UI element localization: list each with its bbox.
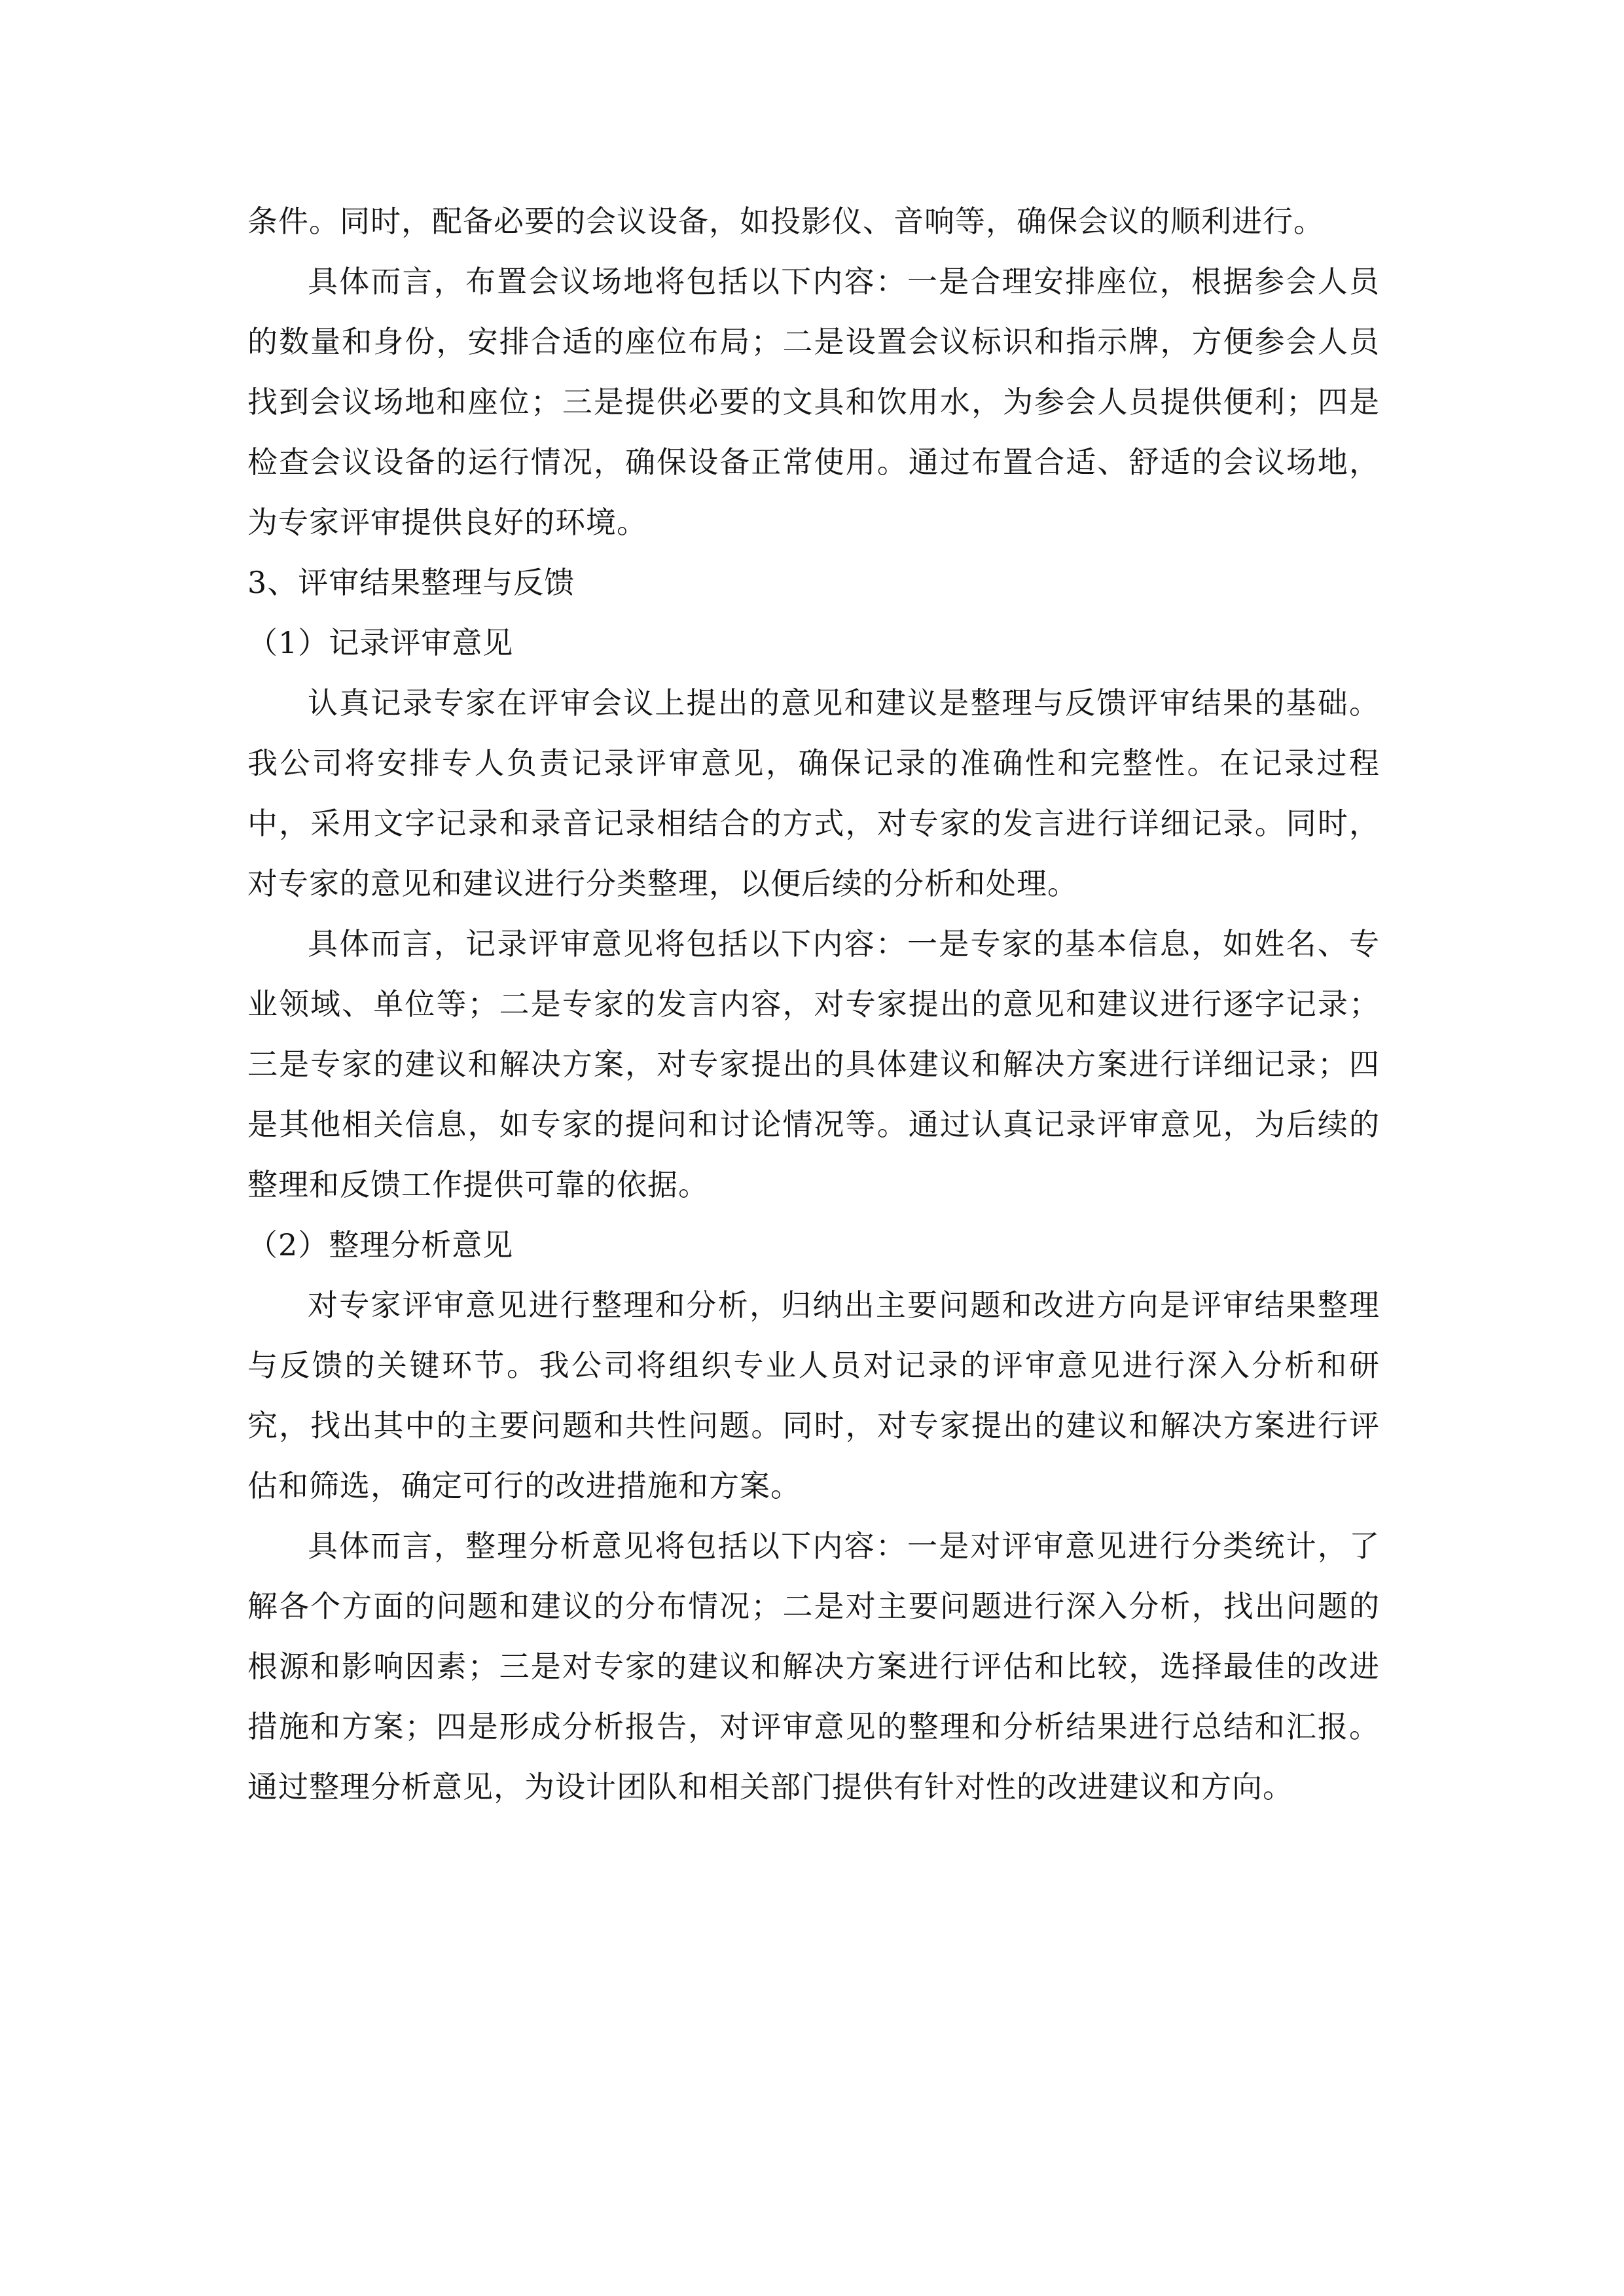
paragraph-record-intro: 认真记录专家在评审会议上提出的意见和建议是整理与反馈评审结果的基础。我公司将安排专人负责记录评审意见，确保记录的准确性和完整性。在记录过程中，采用文字记录和录音记录相结合的方式，对专家的发言进行详细记录。同时，对专家的意见和建议进行分类整理，以便后续的分析和处理。 — [247, 685, 1380, 901]
paragraph-record-details: 具体而言，记录评审意见将包括以下内容：一是专家的基本信息，如姓名、专业领域、单位等；二是专家的发言内容，对专家提出的意见和建议进行逐字记录；三是专家的建议和解决方案，对专家提出的具体建议和解决方案进行详细记录；四是其他相关信息，如专家的提问和讨论情况等。通过认真记录评审意见，为后续的整理和反馈工作提供可靠的依据。 — [247, 926, 1380, 1202]
subheading-analyze-opinions: （2）整理分析意见 — [247, 1227, 514, 1263]
paragraph-analyze-intro: 对专家评审意见进行整理和分析，归纳出主要问题和改进方向是评审结果整理与反馈的关键环节。我公司将组织专业人员对记录的评审意见进行深入分析和研究，找出其中的主要问题和共性问题。同时，对专家提出的建议和解决方案进行评估和筛选，确定可行的改进措施和方案。 — [247, 1287, 1380, 1503]
document-body — [247, 191, 1380, 1817]
paragraph-venue-details: 具体而言，布置会议场地将包括以下内容：一是合理安排座位，根据参会人员的数量和身份，安排合适的座位布局；二是设置会议标识和指示牌，方便参会人员找到会议场地和座位；三是提供必要的文具和饮用水，为参会人员提供便利；四是检查会议设备的运行情况，确保设备正常使用。通过布置合适、舒适的会议场地，为专家评审提供良好的环境。 — [247, 264, 1380, 540]
subheading-record-opinions: （1）记录评审意见 — [247, 625, 514, 660]
paragraph-analyze-details: 具体而言，整理分析意见将包括以下内容：一是对评审意见进行分类统计，了解各个方面的问题和建议的分布情况；二是对主要问题进行深入分析，找出问题的根源和影响因素；三是对专家的建议和解决方案进行评估和比较，选择最佳的改进措施和方案；四是形成分析报告，对评审意见的整理和分析结果进行总结和汇报。通过整理分析意见，为设计团队和相关部门提供有针对性的改进建议和方向。 — [247, 1528, 1380, 1804]
paragraph-continuation: 条件。同时，配备必要的会议设备，如投影仪、音响等，确保会议的顺利进行。 — [247, 204, 1324, 239]
section-heading-review-results: 3、评审结果整理与反馈 — [247, 565, 575, 600]
